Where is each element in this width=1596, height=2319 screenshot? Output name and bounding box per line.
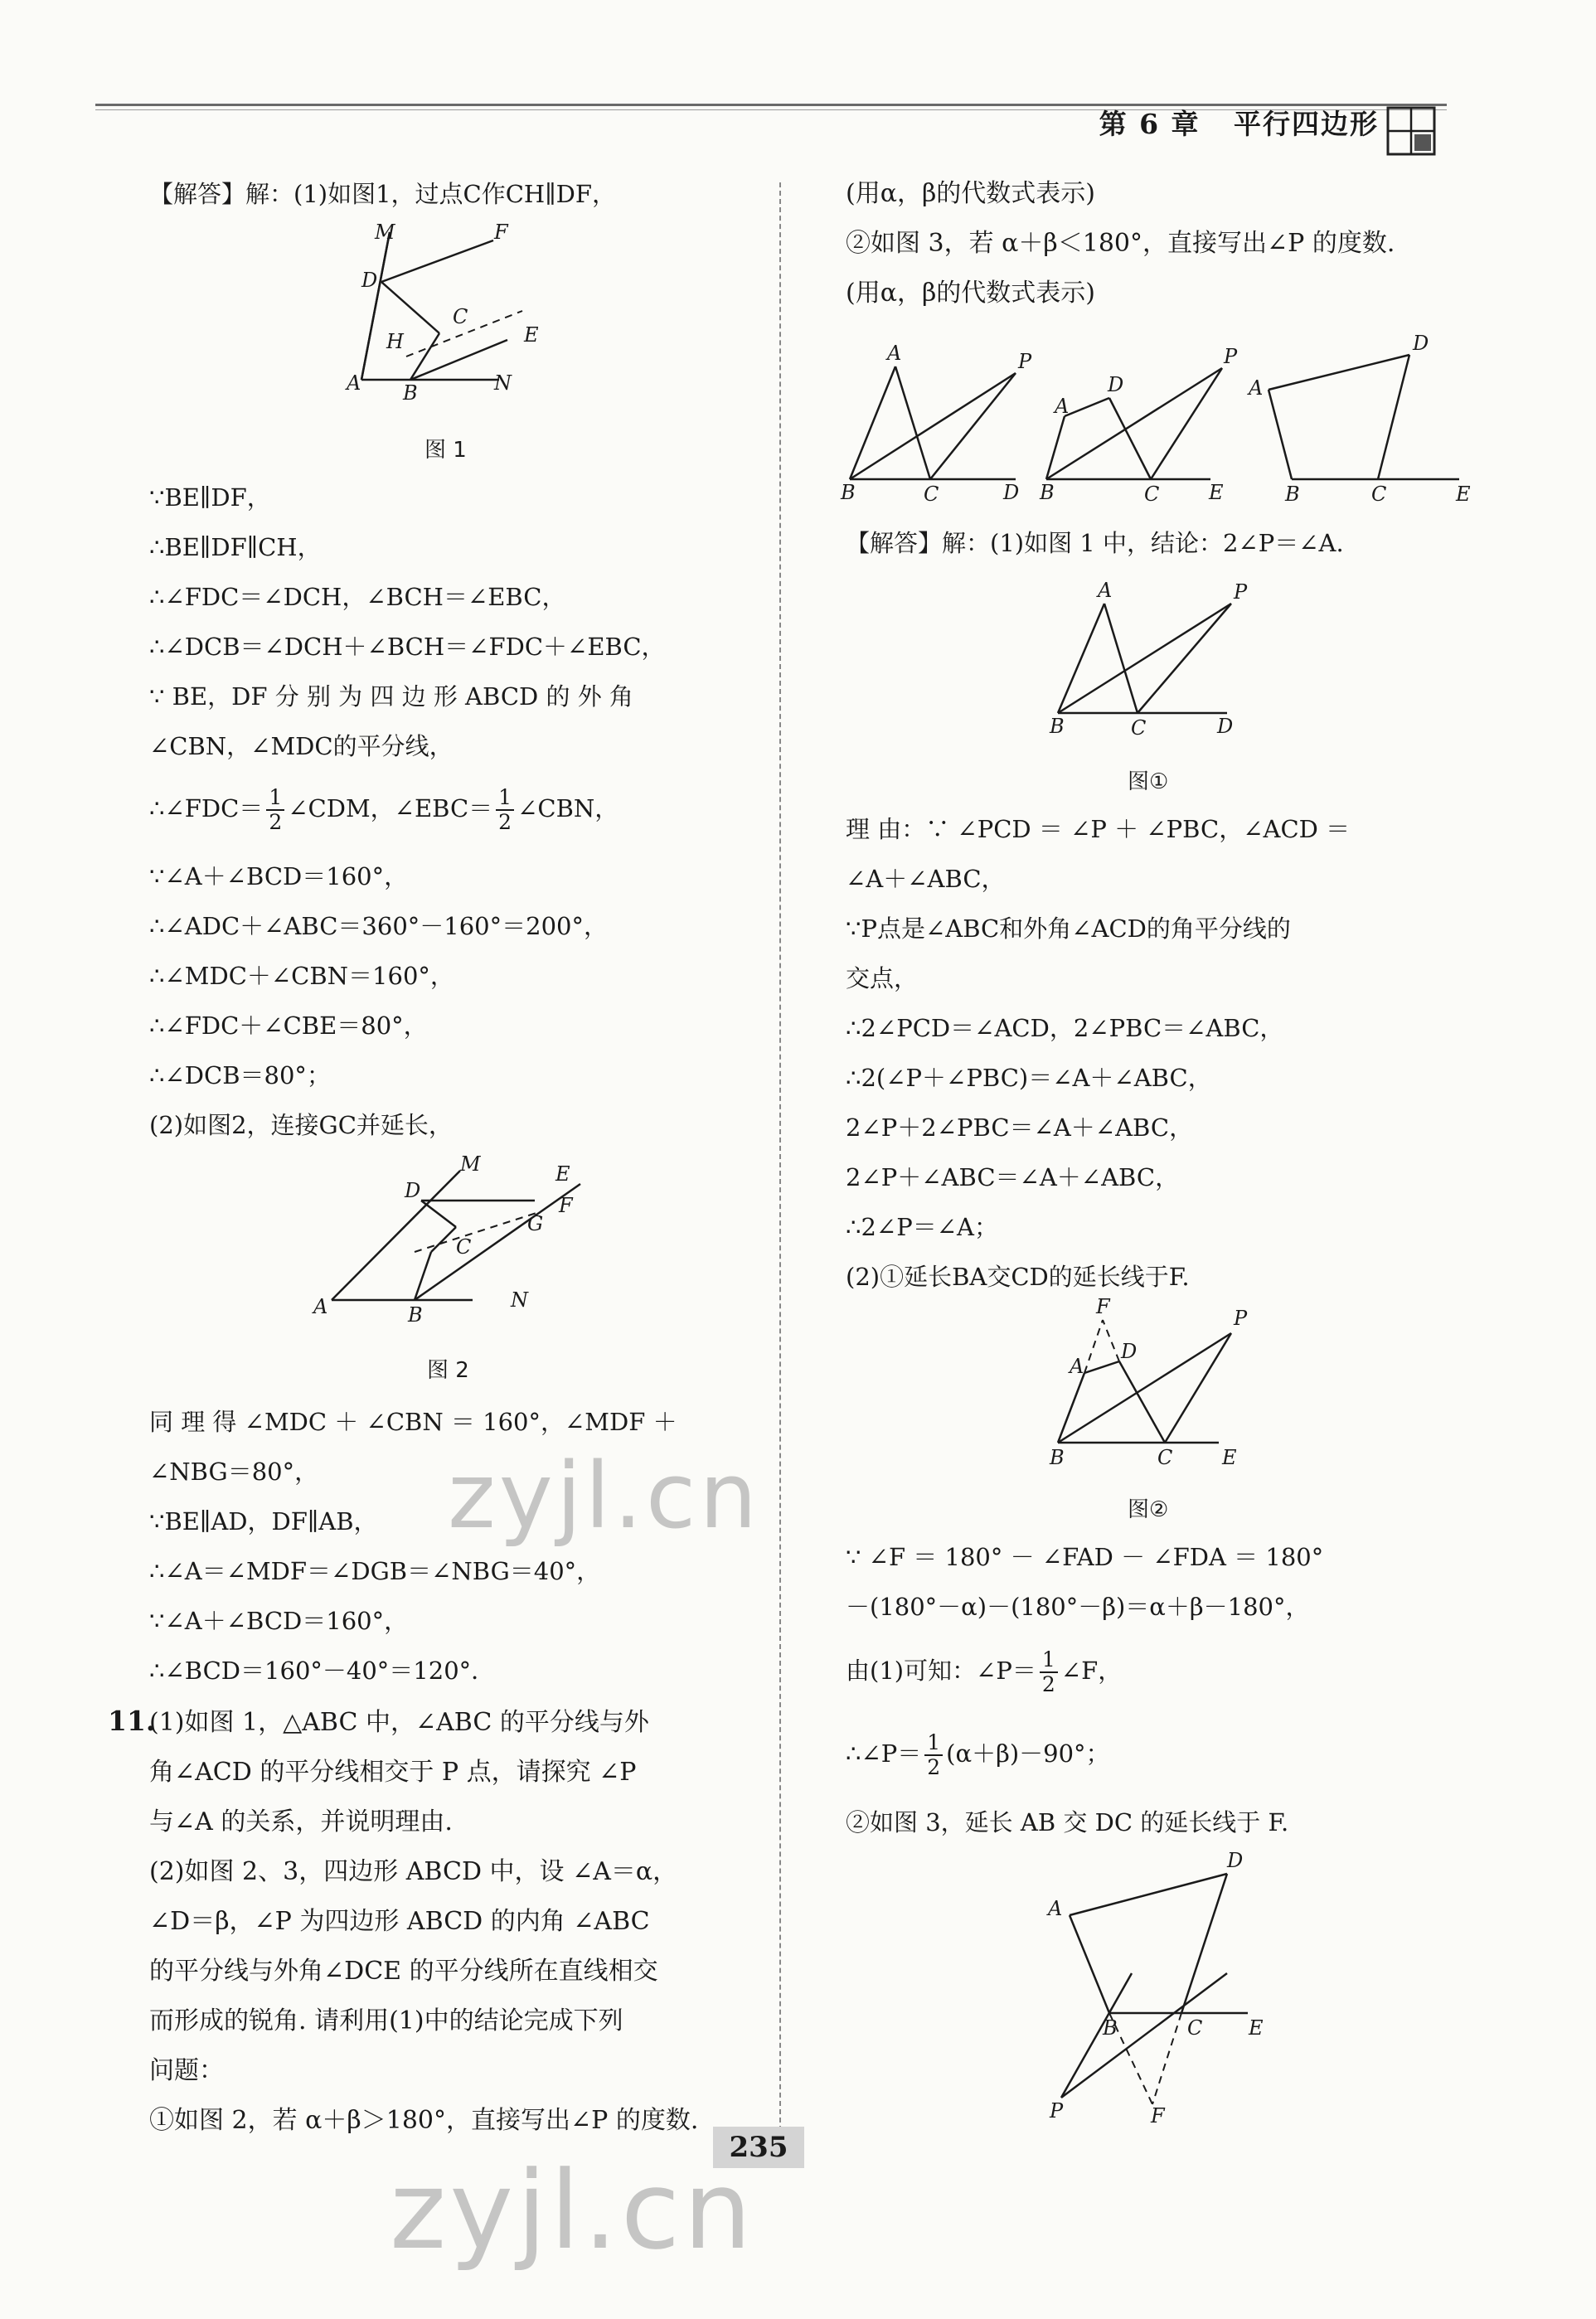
fig1-label: D [361, 269, 378, 292]
geometry-segment [1138, 604, 1231, 713]
solution-line: 理 由：∵ ∠PCD ＝ ∠P ＋ ∠PBC，∠ACD ＝ [846, 815, 1351, 843]
solution-line: ∴∠ADC＋∠ABC＝360°－160°＝200°， [149, 912, 608, 940]
solution-line: ∴∠FDC＝∠DCH，∠BCH＝∠EBC， [149, 583, 566, 611]
figA-label: P [1234, 580, 1248, 604]
geometry-segment [850, 366, 895, 479]
qfig1-label: D [1003, 481, 1020, 504]
figure-3 [1036, 1849, 1302, 2127]
qfig2-label: E [1209, 481, 1224, 504]
geometry-segment [1151, 368, 1222, 479]
figure-A [1045, 580, 1260, 746]
fig2-label: E [555, 1162, 570, 1186]
geometry-segment [1269, 390, 1292, 479]
figure-2 [307, 1152, 589, 1327]
geometry-segment [415, 1212, 539, 1252]
qfig1-label: A [887, 342, 902, 365]
solution-line: 【解答】解：(1)如图1，过点C作CH∥DF， [149, 180, 616, 208]
chapter-logo-icon [1386, 106, 1436, 156]
fig2-label: N [511, 1288, 528, 1312]
solution-line: ∠CBN，∠MDC的平分线， [149, 732, 454, 760]
fraction-half: $\frac{1}{2}$ [1040, 1648, 1058, 1696]
solution-line: 交点， [846, 964, 919, 992]
solution-line: ∴2∠PCD＝∠ACD，2∠PBC＝∠ABC， [846, 1014, 1284, 1042]
geometry-segment [930, 373, 1016, 479]
qfig3-label: B [1285, 483, 1300, 506]
solution-line: ∵BE∥AD，DF∥AB， [149, 1507, 378, 1535]
fig1-label: C [453, 305, 468, 328]
solution-line: ∴BE∥DF∥CH， [149, 533, 322, 561]
fig2-label: B [408, 1303, 423, 1327]
solution-line: ∠A＋∠ABC， [846, 865, 1006, 893]
qfig1-label: P [1018, 350, 1032, 373]
fig2-label: M [460, 1152, 481, 1176]
solution-line: ②如图 3，延长 AB 交 DC 的延长线于 F. [846, 1808, 1289, 1836]
question-line: (1)如图 1，△ABC 中，∠ABC 的平分线与外 [149, 1708, 649, 1737]
solution-line-fraction: 由(1)可知：∠P＝ $\frac{1}{2}$ ∠F， [846, 1647, 1123, 1696]
geometry-segment [410, 340, 507, 380]
fig2-label: G [527, 1212, 544, 1235]
solution-line: 同 理 得 ∠MDC ＋ ∠CBN ＝ 160°，∠MDF ＋ [149, 1408, 677, 1436]
figB-label: A [1070, 1355, 1084, 1378]
figure-A-svg [1045, 580, 1260, 746]
geometry-segment [421, 1201, 456, 1227]
question-figures [837, 332, 1471, 514]
geometry-segment [1061, 1973, 1132, 2098]
fig2-label: D [405, 1179, 421, 1202]
figure-1-svg [332, 221, 547, 406]
qfig3-label: D [1413, 332, 1429, 355]
fig1-label: N [494, 371, 512, 395]
solution-line: (2)①延长BA交CD的延长线于F. [846, 1263, 1190, 1291]
figA-label: B [1050, 715, 1065, 738]
fraction-half: $\frac{1}{2}$ [496, 786, 514, 834]
qfig1-label: C [924, 483, 939, 506]
chapter-header: 第 6 章 平行四边形 [1099, 108, 1379, 140]
solution-line: ∵ BE，DF 分 别 为 四 边 形 ABCD 的 外 角 [149, 682, 633, 711]
fig2-label: C [456, 1235, 472, 1259]
solution-line: ∵∠A＋∠BCD＝160°， [149, 1607, 409, 1635]
question-line: ①如图 2，若 α＋β＞180°，直接写出∠P 的度数. [149, 2106, 699, 2135]
fraction-half: $\frac{1}{2}$ [266, 786, 284, 834]
geometry-segment [1269, 355, 1409, 390]
question-line: (2)如图 2、3，四边形 ABCD 中，设 ∠A＝α， [149, 1857, 678, 1886]
column-divider [779, 182, 781, 2131]
solution-line: 2∠P＋2∠PBC＝∠A＋∠ABC， [846, 1113, 1194, 1142]
watermark: zyjl.cn [390, 2147, 755, 2273]
question-line: ∠D＝β，∠P 为四边形 ABCD 的内角 ∠ABC [149, 1907, 650, 1936]
figB-label: F [1096, 1295, 1110, 1318]
geometry-segment [1104, 604, 1138, 713]
fig3-label: F [1151, 2104, 1165, 2127]
solution-line: ∴∠FDC＋∠CBE＝80°， [149, 1012, 428, 1040]
figB-label: C [1157, 1446, 1173, 1469]
figA-label: A [1098, 579, 1113, 602]
qfig2-label: B [1040, 481, 1055, 504]
solution-line-fraction: ∴∠FDC＝ $\frac{1}{2}$ ∠CDM，∠EBC＝ $\frac{1}{2}$ ∠CBN， [149, 785, 619, 834]
solution-line: 2∠P＋∠ABC＝∠A＋∠ABC， [846, 1163, 1180, 1191]
qfig2-label: D [1108, 373, 1124, 396]
figB-label: D [1121, 1340, 1138, 1363]
figure-2-svg [307, 1152, 589, 1327]
question-line: 问题： [149, 2056, 224, 2085]
fig3-label: A [1048, 1897, 1063, 1920]
figure-B [1045, 1295, 1260, 1469]
solution-line: (2)如图2，连接GC并延长， [149, 1111, 453, 1139]
watermark: zyjl.cn [448, 1443, 761, 1549]
geometry-segment [1058, 604, 1231, 713]
figure-B-caption: 图② [1128, 1497, 1169, 1522]
question-line: (用α，β的代数式表示) [846, 179, 1096, 208]
fig3-label: E [1249, 2016, 1264, 2040]
geometry-segment [850, 373, 1016, 479]
question-line: 而形成的锐角. 请利用(1)中的结论完成下列 [149, 2006, 623, 2035]
figure-3-svg [1036, 1849, 1302, 2127]
geometry-segment [1070, 1874, 1227, 1915]
question-line: 角∠ACD 的平分线相交于 P 点，请探究 ∠P [149, 1758, 637, 1787]
fraction-half: $\frac{1}{2}$ [924, 1731, 943, 1779]
solution-line: ∴∠A＝∠MDF＝∠DGB＝∠NBG＝40°， [149, 1557, 601, 1585]
solution-line-fraction: ∴∠P＝ $\frac{1}{2}$ (α＋β)－90°； [846, 1730, 1110, 1779]
qfig3-label: A [1249, 376, 1264, 400]
geometry-segment [1070, 1915, 1109, 2013]
fig3-label: D [1227, 1849, 1244, 1872]
geometry-segment [1058, 1373, 1084, 1443]
solution-line: －(180°－α)－(180°－β)＝α＋β－180°， [846, 1593, 1310, 1621]
fig1-label: F [494, 221, 508, 244]
qfig3-label: E [1456, 483, 1471, 506]
fig1-label: B [403, 381, 418, 405]
geometry-segment [1378, 355, 1409, 479]
solution-line: ∵P点是∠ABC和外角∠ACD的角平分线的 [846, 915, 1291, 943]
question-line: (用α，β的代数式表示) [846, 279, 1096, 308]
geometry-segment [1065, 398, 1109, 416]
page-number: 235 [713, 2127, 804, 2168]
geometry-segment [431, 1227, 456, 1252]
geometry-segment [1084, 1361, 1119, 1373]
qfig2-label: C [1144, 483, 1160, 506]
fig1-label: M [375, 221, 395, 244]
fig3-label: B [1103, 2016, 1118, 2040]
geometry-segment [381, 240, 493, 282]
solution-line: ∴∠MDC＋∠CBN＝160°， [149, 962, 454, 990]
geometry-segment [895, 366, 930, 479]
solution-line: 【解答】解：(1)如图 1 中，结论：2∠P＝∠A. [846, 529, 1344, 557]
geometry-segment [1058, 1333, 1231, 1443]
figure-2-caption: 图 2 [427, 1358, 469, 1383]
solution-line: ∠NBG＝80°， [149, 1458, 319, 1486]
solution-line: ∵∠A＋∠BCD＝160°， [149, 862, 409, 890]
fig3-label: P [1050, 2099, 1064, 2123]
solution-line: ∵BE∥DF， [149, 483, 271, 512]
figB-label: P [1234, 1307, 1248, 1330]
solution-line: ∴2∠P＝∠A； [846, 1213, 998, 1241]
figA-label: C [1131, 716, 1147, 740]
qfig3-label: C [1371, 483, 1387, 506]
question-line: ②如图 3，若 α＋β＜180°，直接写出∠P 的度数. [846, 229, 1395, 258]
geometry-segment [1084, 1320, 1103, 1373]
figure-1-caption: 图 1 [424, 438, 467, 463]
question-line: 的平分线与外角∠DCE 的平分线所在直线相交 [149, 1957, 658, 1986]
geometry-segment [1165, 1333, 1231, 1443]
solution-line: ∴2(∠P＋∠PBC)＝∠A＋∠ABC， [846, 1064, 1212, 1092]
question-number: 11. [108, 1705, 156, 1737]
geometry-segment [381, 282, 439, 333]
qfig1-label: B [841, 481, 856, 504]
fig1-label: A [347, 371, 361, 395]
geometry-segment [415, 1252, 431, 1300]
solution-line: ∴∠BCD＝160°－40°＝120°． [149, 1657, 496, 1685]
geometry-segment [1058, 604, 1104, 713]
figure-A-caption: 图① [1128, 769, 1169, 794]
solution-line: ∵ ∠F ＝ 180° － ∠FAD － ∠FDA ＝ 180° [846, 1543, 1324, 1571]
question-line: 与∠A 的关系，并说明理由. [149, 1807, 453, 1836]
qfig2-label: P [1224, 345, 1238, 368]
solution-line: ∴∠DCB＝∠DCH＋∠BCH＝∠FDC＋∠EBC， [149, 633, 666, 661]
geometry-segment [1046, 368, 1222, 479]
fig2-label: F [559, 1194, 573, 1217]
figure-B-svg [1045, 1295, 1260, 1469]
figA-label: D [1217, 715, 1234, 738]
geometry-segment [1119, 1361, 1165, 1443]
figB-label: B [1050, 1446, 1065, 1469]
figure-1 [332, 221, 547, 406]
fig3-label: C [1187, 2016, 1203, 2040]
geometry-segment [361, 232, 390, 380]
fig1-label: E [524, 323, 539, 347]
qfig2-label: A [1055, 395, 1070, 418]
geometry-segment [1181, 1874, 1227, 2013]
fig2-label: A [313, 1295, 328, 1318]
geometry-segment [1109, 398, 1151, 479]
fig1-label: H [386, 330, 404, 353]
question-figures-svg [837, 332, 1471, 514]
geometry-segment [1103, 1320, 1119, 1361]
figB-label: E [1222, 1446, 1237, 1469]
solution-line: ∴∠DCB＝80°； [149, 1061, 331, 1089]
